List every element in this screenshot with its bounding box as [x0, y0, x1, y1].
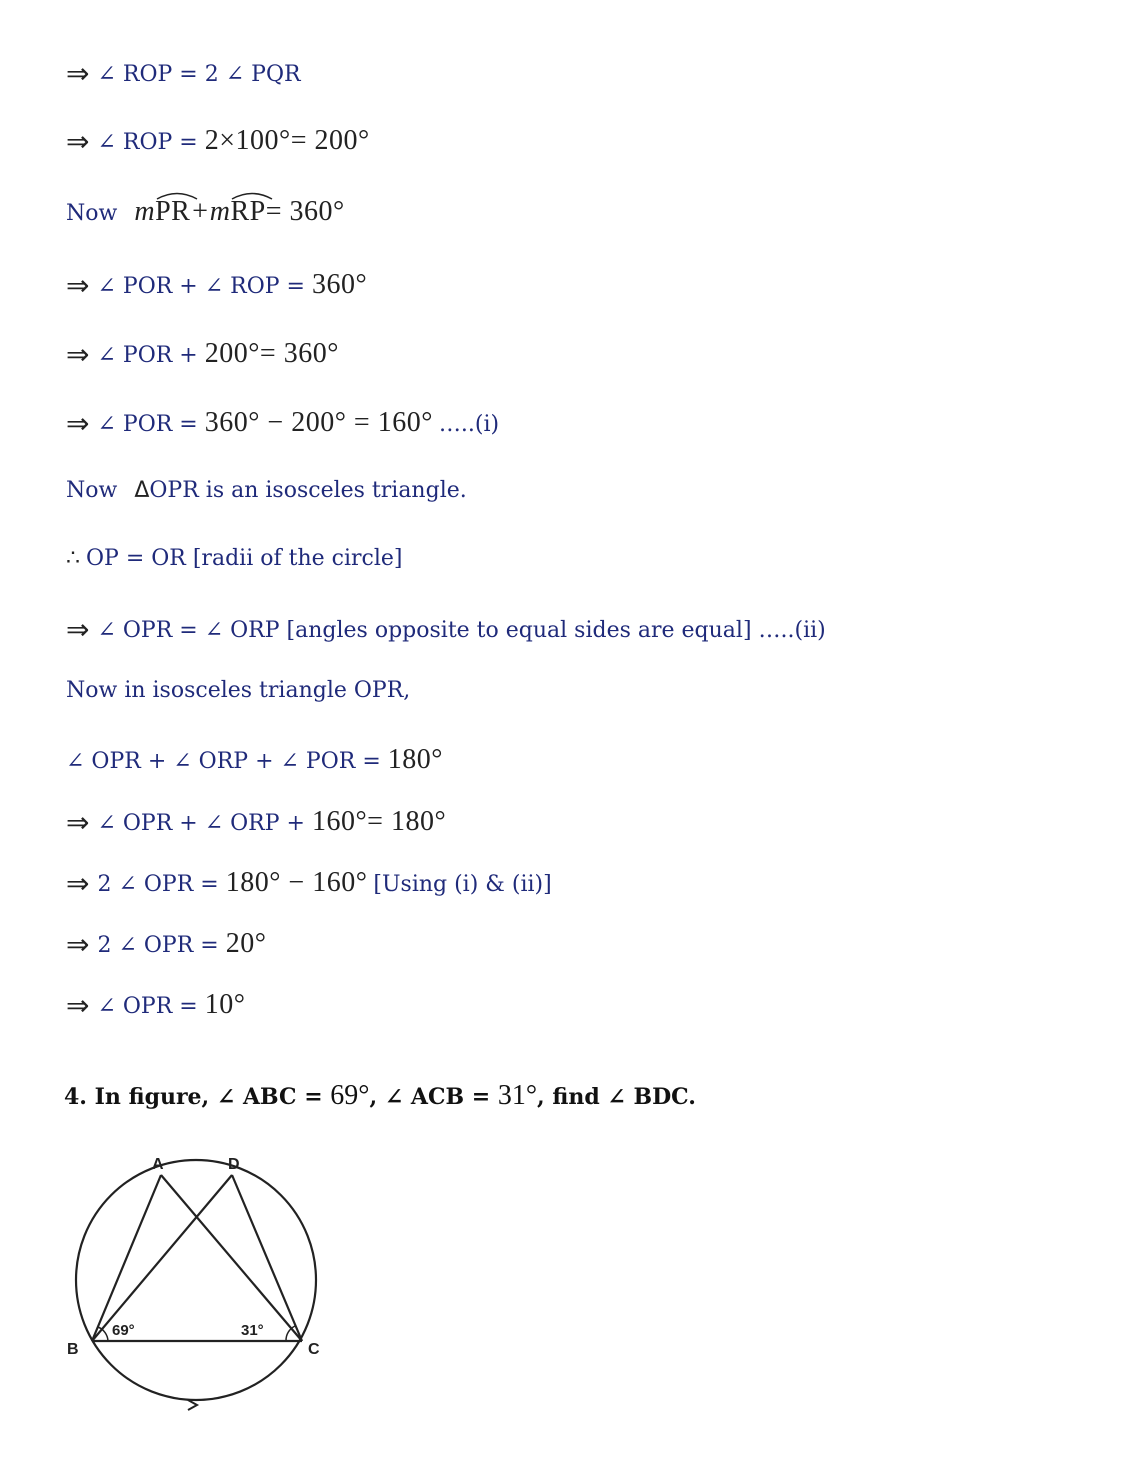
- step-opr-result: [66, 988, 245, 1023]
- math-expression: 200°= 360°: [204, 338, 339, 369]
- implies-symbol: ⇒: [66, 407, 90, 440]
- step-text: ∠ OPR + ∠ ORP + ∠ POR =: [66, 749, 388, 774]
- question-text: In figure, ∠ ABC =: [94, 1084, 331, 1110]
- label-d: D: [228, 1156, 240, 1173]
- step-text: Now: [66, 201, 118, 226]
- step-arc-sum: [66, 196, 345, 230]
- angle-arc-b: [98, 1327, 108, 1341]
- math-expression: 160°= 180°: [311, 806, 447, 837]
- step-text: OPR is an isosceles triangle.: [149, 478, 467, 503]
- step-text: ∠ ROP =: [97, 130, 205, 155]
- step-equal-angles: [66, 612, 826, 647]
- therefore-symbol: ∴: [66, 546, 80, 571]
- math-plus-m: +m: [190, 196, 231, 227]
- triangle-icon: Δ: [134, 478, 150, 503]
- implies-symbol: ⇒: [66, 806, 90, 839]
- chord-cd: [232, 1175, 302, 1341]
- step-por-value: [66, 406, 499, 441]
- step-text: ∠ POR +: [97, 343, 205, 368]
- circle: [76, 1160, 316, 1400]
- step-double-opr-20: [66, 927, 266, 962]
- arc-arrow-icon: [188, 1400, 197, 1410]
- chord-ca: [161, 1175, 302, 1341]
- question-text: , ∠ ACB =: [369, 1084, 498, 1110]
- step-text: Now in isosceles triangle OPR,: [66, 678, 411, 703]
- step-radii: [66, 543, 402, 575]
- math-expression: 20°: [225, 928, 267, 959]
- math-expression: 10°: [204, 989, 246, 1020]
- label-c: C: [308, 1341, 320, 1358]
- step-angle-sum: [66, 268, 367, 303]
- math-expression: 2×100°= 200°: [204, 125, 370, 156]
- angle-arc-c: [286, 1326, 295, 1341]
- math-expression: = 360°: [265, 196, 345, 227]
- angle-label-c: 31°: [241, 1322, 264, 1339]
- step-text: Now: [66, 478, 118, 503]
- step-substitute-160: [66, 805, 446, 840]
- math-expression: 180°: [387, 744, 443, 775]
- label-a: A: [152, 1156, 164, 1173]
- step-double-opr: [66, 866, 552, 901]
- math-m: m: [134, 196, 156, 227]
- step-text: ∠ POR =: [97, 412, 205, 437]
- step-substitute: [66, 337, 339, 372]
- step-triangle-sum: [66, 744, 443, 778]
- step-isosceles: [66, 475, 467, 507]
- step-rop-value: [66, 124, 370, 159]
- label-b: B: [67, 1341, 79, 1358]
- implies-symbol: ⇒: [66, 269, 90, 302]
- question-text: , find ∠ BDC.: [537, 1084, 696, 1110]
- step-text: 2 ∠ OPR =: [97, 872, 226, 897]
- question-angle-abc: 69°: [330, 1080, 370, 1111]
- equation-tag: …..(i): [438, 412, 500, 437]
- arc-mark-icon: [155, 188, 199, 200]
- math-expression: 360° − 200° = 160°: [204, 407, 433, 438]
- question-4: [64, 1080, 696, 1112]
- chord-ba: [92, 1175, 161, 1341]
- step-text: ∠ OPR + ∠ ORP +: [97, 811, 312, 836]
- math-expression: 180° − 160°: [225, 867, 368, 898]
- step-text: ∠ ROP = 2 ∠ PQR: [97, 62, 301, 87]
- arc-label: PR: [155, 196, 191, 227]
- step-text: ∠ OPR = ∠ ORP [angles opposite to equal sides are equal] …..(ii): [97, 618, 826, 643]
- math-expression: 360°: [311, 269, 368, 300]
- question-number: 4.: [64, 1084, 87, 1110]
- arc-label: RP: [230, 196, 266, 227]
- implies-symbol: ⇒: [66, 928, 90, 961]
- implies-symbol: ⇒: [66, 338, 90, 371]
- step-text: ∠ POR + ∠ ROP =: [97, 274, 312, 299]
- implies-symbol: ⇒: [66, 867, 90, 900]
- implies-symbol: ⇒: [66, 57, 90, 90]
- arc-pr: [155, 196, 190, 228]
- step-rop-relation: [66, 56, 301, 91]
- angle-label-b: 69°: [112, 1322, 135, 1339]
- reference-note: [Using (i) & (ii)]: [373, 872, 552, 897]
- arc-mark-icon: [230, 188, 274, 200]
- step-text: OP = OR [radii of the circle]: [86, 546, 403, 571]
- step-heading: [66, 675, 410, 707]
- step-text: ∠ OPR =: [97, 994, 205, 1019]
- arc-rp: [230, 196, 265, 228]
- chord-bd: [92, 1175, 232, 1341]
- step-text: 2 ∠ OPR =: [97, 933, 226, 958]
- implies-symbol: ⇒: [66, 989, 90, 1022]
- implies-symbol: ⇒: [66, 613, 90, 646]
- question-angle-acb: 31°: [497, 1080, 538, 1111]
- implies-symbol: ⇒: [66, 125, 90, 158]
- circle-figure: [60, 1145, 340, 1425]
